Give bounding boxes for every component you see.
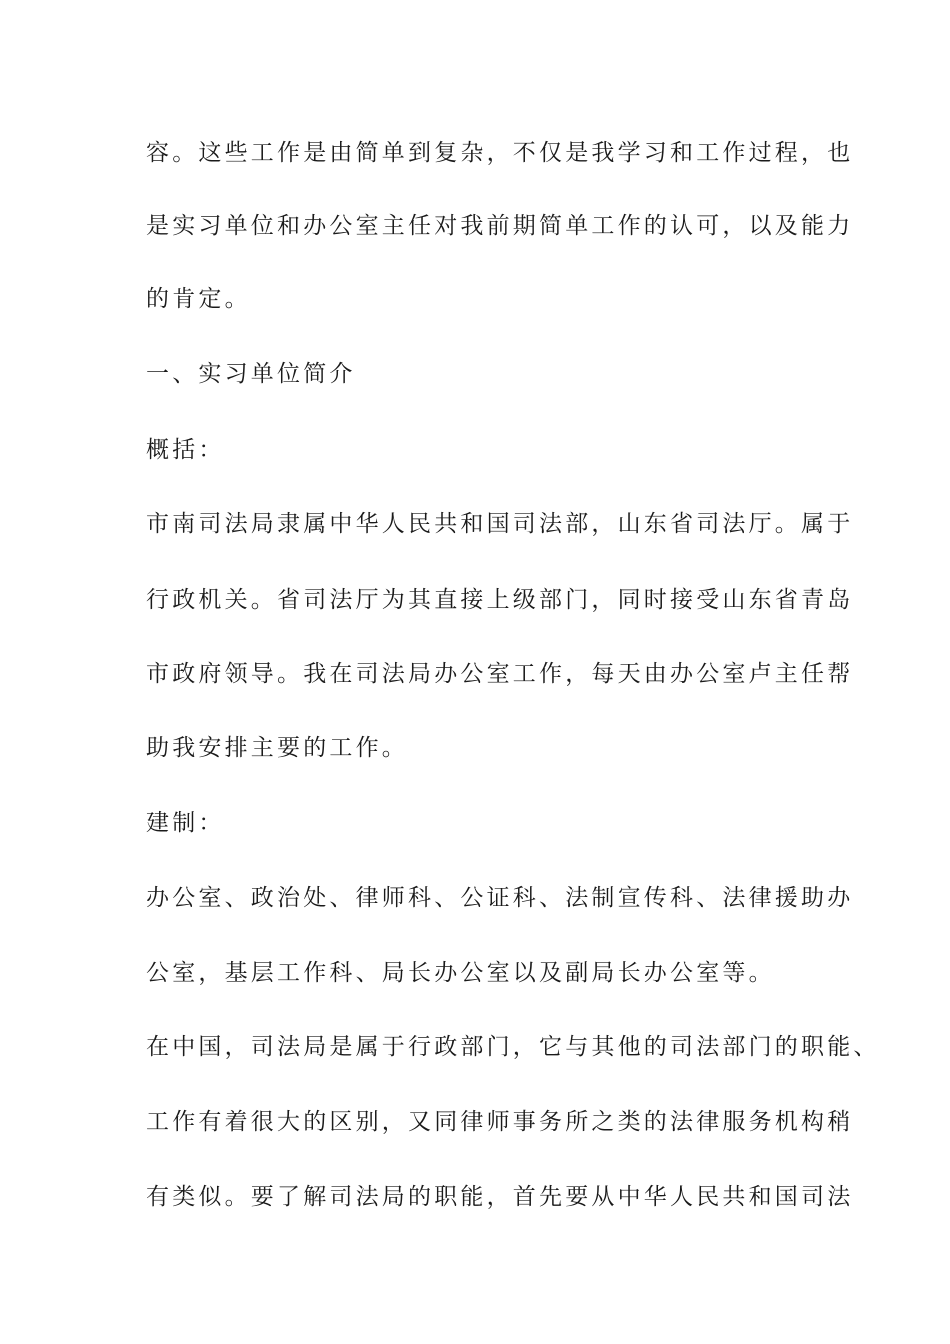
paragraph-line: 公室，基层工作科、局长办公室以及副局长办公室等。 [146,960,775,986]
paragraph-line: 有类似。要了解司法局的职能，首先要从中华人民共和国司法 [146,1184,854,1210]
subheading-structure: 建制： [146,810,225,836]
section-heading: 一、实习单位简介 [146,361,356,387]
paragraph-line: 工作有着很大的区别，又同律师事务所之类的法律服务机构稍 [146,1109,854,1135]
paragraph-line: 市政府领导。我在司法局办公室工作，每天由办公室卢主任帮 [146,661,854,687]
paragraph-line: 在中国，司法局是属于行政部门，它与其他的司法部门的职能、 [146,1034,880,1060]
paragraph-line: 市南司法局隶属中华人民共和国司法部，山东省司法厅。属于 [146,511,854,537]
paragraph-line: 办公室、政治处、律师科、公证科、法制宣传科、法律援助办 [146,885,854,911]
paragraph-line: 是实习单位和办公室主任对我前期简单工作的认可，以及能力 [146,213,854,239]
paragraph-line: 行政机关。省司法厅为其直接上级部门，同时接受山东省青岛 [146,587,854,613]
paragraph-line: 助我安排主要的工作。 [146,735,408,761]
subheading-overview: 概括： [146,437,225,463]
paragraph-line: 容。这些工作是由简单到复杂，不仅是我学习和工作过程，也 [146,140,854,166]
paragraph-line: 的肯定。 [146,286,251,312]
